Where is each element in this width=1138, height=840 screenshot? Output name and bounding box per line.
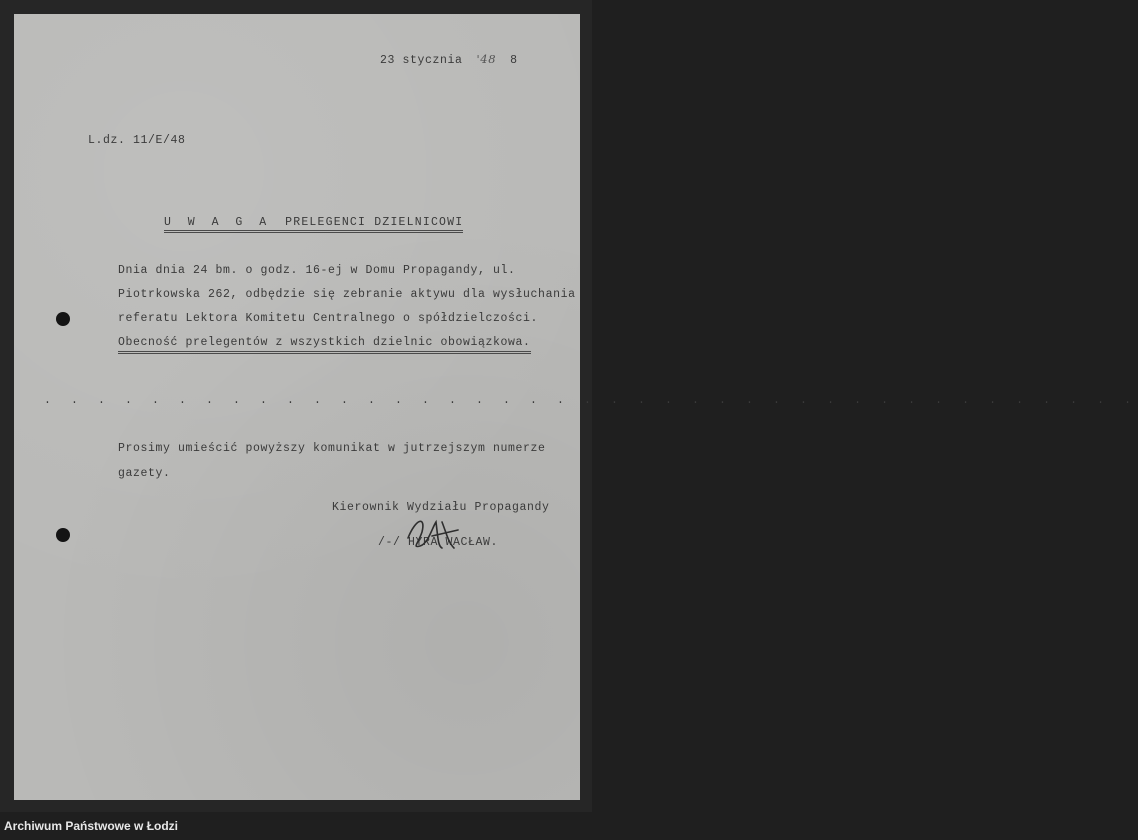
handwritten-signature bbox=[402, 508, 482, 556]
notice-line-4: Obecność prelegentów z wszystkich dzielnic obowiązkowa. bbox=[118, 336, 531, 354]
page-number: 8 bbox=[510, 54, 518, 67]
punch-hole-upper bbox=[56, 312, 70, 326]
archive-footer bbox=[0, 812, 592, 840]
notice-title-rest: PRELEGENCI DZIELNICOWI bbox=[285, 216, 464, 229]
signatory-name: /-/ HYRA WACŁAW. bbox=[378, 536, 499, 549]
date-typed: 23 stycznia bbox=[380, 54, 463, 67]
punch-hole-lower bbox=[56, 528, 70, 542]
document-page bbox=[14, 14, 1138, 800]
archive-name: Archiwum Państwowe w Łodzi bbox=[4, 819, 179, 833]
reference-number: L.dz. 11/E/48 bbox=[88, 134, 186, 147]
notice-line-1: Dnia dnia 24 bm. o godz. 16-ej w Domu Propagandy, ul. bbox=[118, 264, 516, 277]
notice-line-2: Piotrkowska 262, odbędzie się zebranie aktywu dla wysłuchania bbox=[118, 288, 576, 301]
document-date bbox=[380, 52, 518, 67]
date-handwritten: '48 bbox=[476, 52, 497, 66]
dotted-separator: . . . . . . . . . . . . . . . . . . . . . . . . . . . . . . . . . . . . . . . . . bbox=[44, 394, 1138, 407]
request-line-2: gazety. bbox=[118, 467, 171, 480]
notice-line-3: referatu Lektora Komitetu Centralnego o spółdzielczości. bbox=[118, 312, 539, 325]
signatory-title: Kierownik Wydziału Propagandy bbox=[332, 501, 550, 514]
request-line-1: Prosimy umieścić powyższy komunikat w jutrzejszym numerze bbox=[118, 442, 546, 455]
notice-title-spaced: U W A G A bbox=[164, 216, 272, 229]
notice-title bbox=[164, 216, 463, 233]
